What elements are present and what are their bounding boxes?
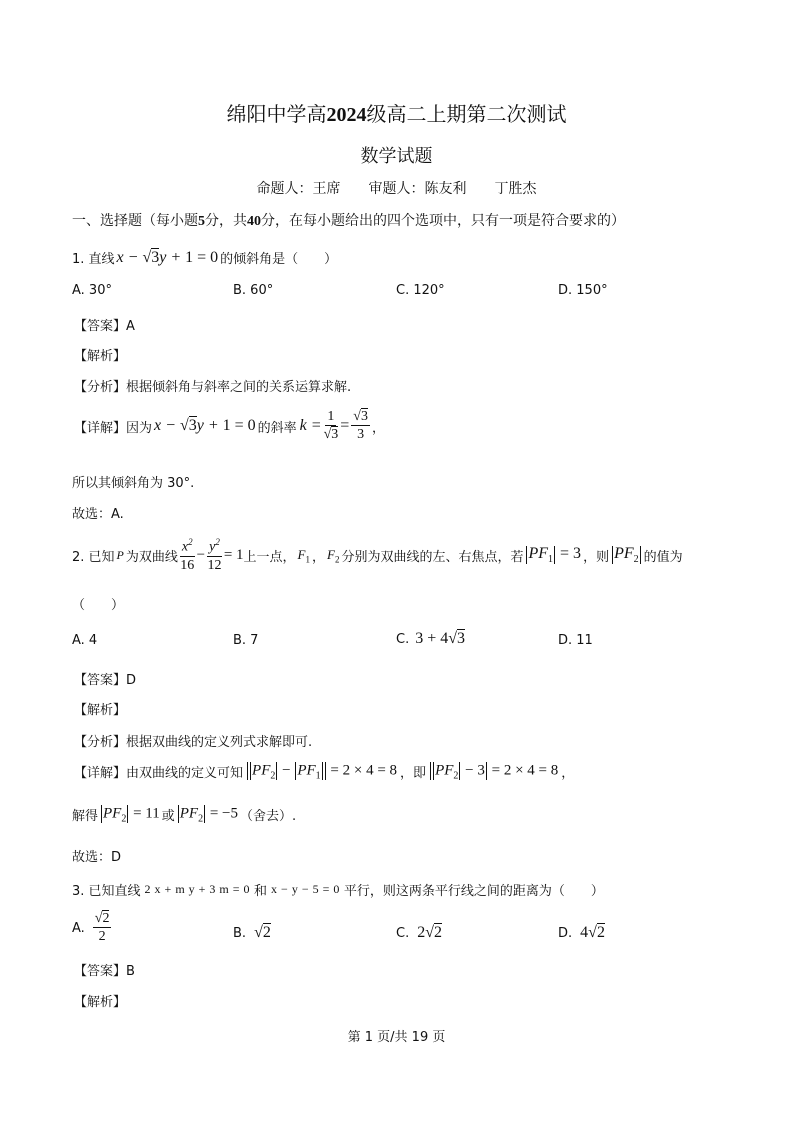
q2-analysis-label: 【解析】 bbox=[74, 703, 127, 718]
q3-option-b-value: √2 bbox=[254, 924, 271, 941]
title-year: 2024 bbox=[326, 104, 367, 126]
q1-fenxi-text: 根据倾斜角与斜率之间的关系运算求解. bbox=[126, 380, 352, 395]
q2-fenxi bbox=[74, 731, 312, 750]
q3-answer-value: B bbox=[126, 964, 135, 979]
q2-text-5: 的值为 bbox=[643, 549, 683, 565]
q1-detail-post: ， bbox=[371, 420, 385, 436]
q3-option-a bbox=[72, 912, 113, 944]
q1-detail bbox=[74, 410, 385, 442]
section-heading-post: 分，在每小题给出的四个选项中，只有一项是符合要求的） bbox=[261, 213, 625, 229]
q1-fraction-1: $\frac{1}{√3}$ bbox=[323, 409, 339, 442]
q2-option-a: A. 4 bbox=[72, 633, 98, 648]
fenxi-label: 【分析】 bbox=[74, 735, 127, 750]
q2-option-c-label: C. bbox=[396, 631, 410, 647]
q3-option-c-value: 2√2 bbox=[417, 924, 442, 941]
q3-option-a-label: A. bbox=[72, 920, 85, 936]
q2-pf2: $PF_2$ bbox=[614, 545, 639, 566]
q3-option-c bbox=[396, 924, 442, 942]
q2-detail-mid: ，即 bbox=[400, 766, 427, 782]
q1-choose bbox=[72, 503, 124, 522]
answer-label: 【答案】 bbox=[74, 319, 127, 334]
question-1-stem bbox=[72, 248, 337, 267]
q2-solve-eq1: $PF_2 = 11$ bbox=[103, 805, 160, 825]
q3-option-a-value: $\frac{√2}{2}$ bbox=[94, 911, 110, 944]
q2-hyperbola-x: $\frac{x^2}{16}$ bbox=[180, 537, 195, 573]
q3-number: 3. 已知直线 bbox=[72, 884, 141, 899]
q3-line-1: 2 x + m y + 3 m = 0 bbox=[144, 882, 251, 896]
q1-choose-value: A. bbox=[111, 507, 124, 522]
section-heading-n2: 40 bbox=[247, 214, 261, 229]
q2-detail-post: ， bbox=[561, 766, 575, 782]
q2-detail-eq1: $PF_2 - PF_1 = 2 \times 4 = 8$ bbox=[246, 762, 397, 781]
q1-detail-mid: 的斜率 bbox=[257, 420, 297, 436]
answer-label: 【答案】 bbox=[74, 964, 127, 979]
q3-tail: 平行，则这两条平行线之间的距离为（ ） bbox=[343, 884, 604, 899]
q3-option-b bbox=[233, 924, 271, 942]
q3-option-d bbox=[558, 924, 605, 942]
page-number: 第 1 页/共 19 页 bbox=[347, 1030, 446, 1045]
q1-option-b: B. 60° bbox=[233, 283, 274, 298]
q2-detail-eq2: $PF_2 - 3 = 2 \times 4 = 8$ bbox=[429, 762, 558, 781]
question-2-stem bbox=[72, 538, 683, 573]
q2-solve-or: 或 bbox=[161, 809, 175, 825]
q2-number: 2. 已知 bbox=[72, 549, 115, 565]
q1-number: 1. 直线 bbox=[72, 252, 115, 267]
q2-text-1: 为双曲线 bbox=[125, 549, 178, 565]
q1-conclusion: 所以其倾斜角为 30°. bbox=[72, 476, 195, 491]
page-title bbox=[0, 98, 793, 127]
q2-point-p: P bbox=[116, 547, 124, 562]
xiangjie-label: 【详解】 bbox=[74, 420, 127, 436]
q1-answer-value: A bbox=[126, 319, 135, 334]
q2-paren: （ ） bbox=[72, 598, 125, 613]
q2-choose bbox=[72, 846, 121, 865]
q1-fenxi bbox=[74, 376, 351, 395]
q3-analysis-label: 【解析】 bbox=[74, 995, 127, 1010]
q2-pf1-eq: $PF_1 = 3$ bbox=[528, 545, 582, 566]
section-heading-n1: 5 bbox=[198, 214, 205, 229]
q1-option-d: D. 150° bbox=[558, 283, 608, 298]
q2-option-b: B. 7 bbox=[233, 633, 259, 648]
q1-option-c: C. 120° bbox=[396, 283, 445, 298]
q2-detail bbox=[74, 762, 574, 781]
xiangjie-label: 【详解】 bbox=[74, 766, 127, 782]
q3-and: 和 bbox=[254, 884, 268, 899]
q2-sep: ， bbox=[312, 549, 326, 565]
choose-label: 故选： bbox=[72, 850, 112, 865]
q2-answer bbox=[74, 669, 136, 688]
q2-solve-pre: 解得 bbox=[72, 809, 99, 825]
q1-option-a: A. 30° bbox=[72, 283, 112, 298]
q2-text-2: 上一点， bbox=[243, 549, 296, 565]
q3-line-2: x − y − 5 = 0 bbox=[271, 882, 340, 896]
q1-tail: 的倾斜角是（ ） bbox=[220, 252, 338, 267]
q2-f2: $F_2$ bbox=[327, 546, 340, 565]
q2-eq-one: = 1 bbox=[223, 546, 244, 563]
q1-detail-equation: x − √3y + 1 = 0 bbox=[154, 417, 256, 434]
section-heading-mid: 分，共 bbox=[205, 213, 247, 229]
q2-text-3: 分别为双曲线的左、右焦点，若 bbox=[341, 549, 524, 565]
q1-equation: x − √3y + 1 = 0 bbox=[116, 248, 219, 266]
fenxi-label: 【分析】 bbox=[74, 380, 127, 395]
q3-answer bbox=[74, 960, 135, 979]
q2-detail-pre: 由双曲线的定义可知 bbox=[126, 766, 244, 782]
q2-option-d: D. 11 bbox=[558, 633, 593, 648]
q2-solve-eq2: $PF_2 = -5$ bbox=[179, 805, 239, 825]
q2-f1: $F_1$ bbox=[297, 546, 310, 565]
authors-line: 命题人：王席 审题人：陈友利 丁胜杰 bbox=[256, 181, 537, 197]
q1-fraction-2: $\frac{√3}{3}$ bbox=[353, 409, 368, 442]
q2-text-4: ，则 bbox=[583, 549, 610, 565]
question-3-stem bbox=[72, 880, 604, 899]
q2-choose-value: D bbox=[111, 850, 122, 865]
q1-equals: = bbox=[340, 417, 350, 434]
q1-slope-formula: k = bbox=[299, 417, 322, 434]
page-subtitle: 数学试题 bbox=[360, 146, 433, 167]
q2-option-c-value: 3 + 4√3 bbox=[415, 630, 466, 647]
q2-minus: − bbox=[196, 546, 206, 563]
choose-label: 故选： bbox=[72, 507, 112, 522]
q2-fenxi-text: 根据双曲线的定义列式求解即可. bbox=[126, 735, 313, 750]
section-heading-pre: 一、选择题（每小题 bbox=[72, 213, 198, 229]
q3-option-d-label: D. bbox=[558, 925, 573, 941]
section-heading bbox=[72, 210, 625, 230]
q2-solve bbox=[72, 805, 296, 824]
q3-option-d-value: 4√2 bbox=[580, 924, 605, 941]
q3-option-b-label: B. bbox=[233, 925, 247, 941]
q1-answer bbox=[74, 315, 135, 334]
q1-analysis-label: 【解析】 bbox=[74, 349, 127, 364]
q2-answer-value: D bbox=[126, 673, 137, 688]
q2-hyperbola-y: $\frac{y^2}{12}$ bbox=[207, 537, 222, 573]
q2-solve-post: （舍去）. bbox=[240, 809, 297, 825]
title-suffix: 级高二上期第二次测试 bbox=[366, 102, 567, 126]
q1-detail-pre: 因为 bbox=[126, 420, 153, 436]
q2-option-c bbox=[396, 630, 465, 648]
q3-option-c-label: C. bbox=[396, 925, 410, 941]
title-prefix: 绵阳中学高 bbox=[226, 102, 327, 126]
answer-label: 【答案】 bbox=[74, 673, 127, 688]
